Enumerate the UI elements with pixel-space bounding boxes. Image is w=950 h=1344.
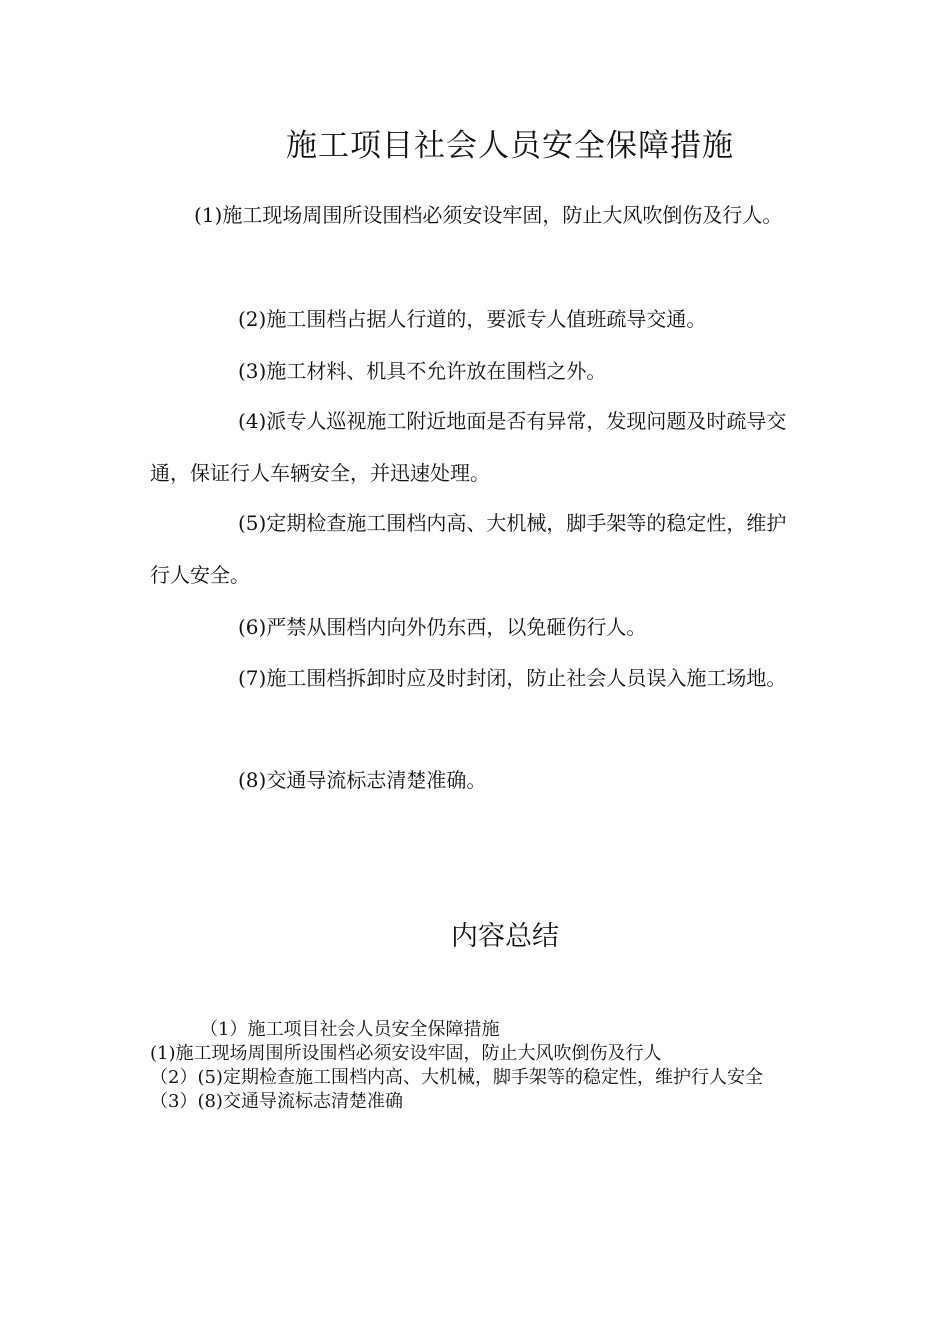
paragraph-6: (6)严禁从围档内向外仍东西，以免砸伤行人。 [238,615,647,639]
summary-line-4: （3）(8)交通导流标志清楚准确 [150,1091,403,1112]
paragraph-1: (1)施工现场周围所设围档必须安设牢固，防止大风吹倒伤及行人。 [194,203,783,227]
summary-line-2: (1)施工现场周围所设围档必须安设牢固，防止大风吹倒伤及行人 [150,1043,662,1064]
paragraph-7: (7)施工围档拆卸时应及时封闭，防止社会人员误入施工场地。 [238,666,787,690]
paragraph-5: (5)定期检查施工围档内高、大机械，脚手架等的稳定性，维护行人安全。 [150,511,787,587]
summary-block [150,1018,795,1114]
paragraph-3: (3)施工材料、机具不允许放在围档之外。 [238,359,607,383]
document-title: 施工项目社会人员安全保障措施 [286,128,734,164]
summary-title: 内容总结 [451,921,559,952]
summary-line-1: （1）施工项目社会人员安全保障措施 [200,1019,500,1040]
summary-line-3: （2）(5)定期检查施工围档内高、大机械，脚手架等的稳定性，维护行人安全 [150,1067,763,1088]
paragraph-2: (2)施工围档占据人行道的，要派专人值班疏导交通。 [238,307,707,331]
paragraph-4: (4)派专人巡视施工附近地面是否有异常，发现问题及时疏导交通，保证行人车辆安全，并迅速处理。 [150,409,787,485]
paragraph-8: (8)交通导流标志清楚准确。 [238,768,487,792]
